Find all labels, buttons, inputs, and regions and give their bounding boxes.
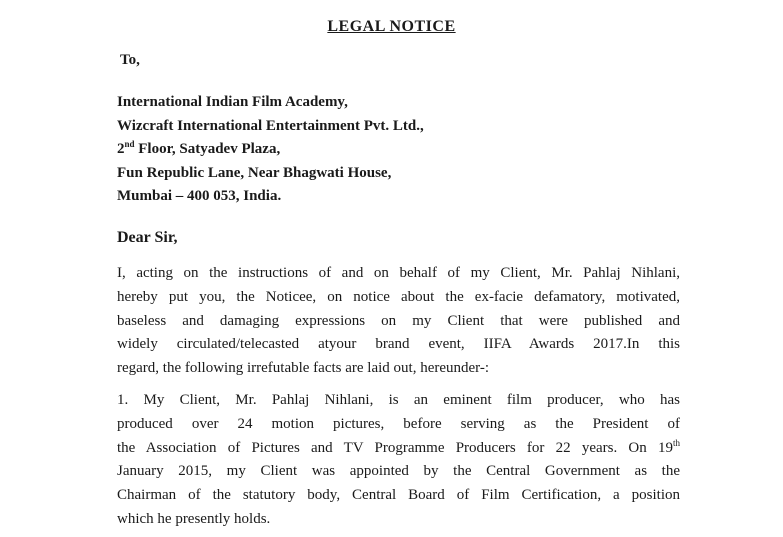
- to-label: To,: [120, 52, 140, 68]
- paragraph-point-1: [117, 389, 680, 532]
- address-line-4: Fun Republic Lane, Near Bhagwati House,: [117, 164, 392, 181]
- paragraph-line: Chairman of the statutory body, Central Board of Film Certification, a position: [117, 487, 680, 504]
- paragraph-intro: [117, 262, 680, 381]
- address-line-5: Mumbai – 400 053, India.: [117, 188, 282, 204]
- paragraph-line: 1. My Client, Mr. Pahlaj Nihlani, is an eminent film producer, who has: [117, 392, 680, 408]
- paragraph-line: which he presently holds.: [117, 510, 271, 527]
- paragraph-line: baseless and damaging expressions on my Client that were published and: [117, 312, 680, 329]
- address-line-1: International Indian Film Academy,: [117, 94, 348, 110]
- paragraph-line: I, acting on the instructions of and on behalf of my Client, Mr. Pahlaj Nihlani,: [117, 265, 680, 281]
- paragraph-line: the Association of Pictures and TV Programme Producers for 22 years. On 19th: [117, 437, 680, 456]
- address-line-2: Wizcraft International Entertainment Pvt. Ltd.,: [117, 117, 424, 134]
- paragraph-line: hereby put you, the Noticee, on notice about the ex-facie defamatory, motivated,: [117, 288, 680, 305]
- recipient-address: [117, 91, 424, 209]
- paragraph-line: produced over 24 motion pictures, before serving as the President of: [117, 415, 680, 432]
- address-line-3: 2nd Floor, Satyadev Plaza,: [117, 139, 281, 157]
- paragraph-line: January 2015, my Client was appointed by the Central Government as the: [117, 463, 680, 480]
- notice-title: LEGAL NOTICE: [327, 18, 456, 35]
- salutation: Dear Sir,: [117, 229, 178, 246]
- paragraph-line: widely circulated/telecasted atyour brand event, IIFA Awards 2017.In this: [117, 336, 680, 353]
- paragraph-line: regard, the following irrefutable facts are laid out, hereunder-:: [117, 360, 490, 377]
